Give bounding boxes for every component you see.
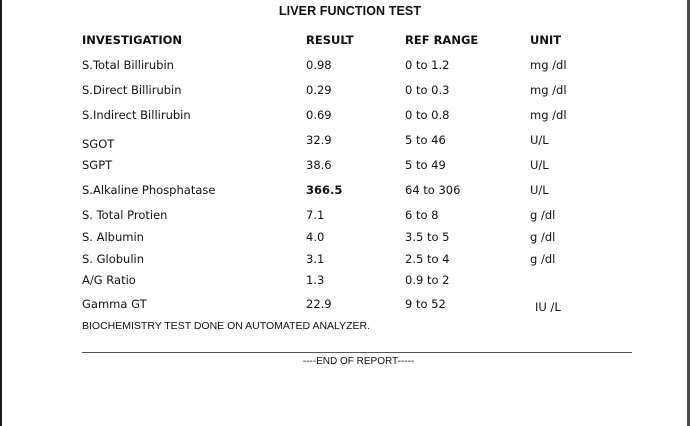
row-investigation: S. Total Protien bbox=[82, 208, 168, 222]
row-ref-range: 5 to 49 bbox=[405, 158, 446, 172]
row-investigation: S.Indirect Billirubin bbox=[82, 108, 191, 122]
row-unit: IU /L bbox=[535, 300, 561, 314]
row-result: 0.29 bbox=[306, 83, 332, 97]
row-ref-range: 2.5 to 4 bbox=[405, 252, 450, 266]
row-result-flagged: 366.5 bbox=[306, 183, 343, 197]
divider-rule bbox=[82, 352, 632, 353]
row-ref-range: 6 to 8 bbox=[405, 208, 439, 222]
row-unit: mg /dl bbox=[530, 58, 567, 72]
report-title: LIVER FUNCTION TEST bbox=[278, 4, 422, 18]
row-ref-range: 0 to 1.2 bbox=[405, 58, 450, 72]
row-investigation: S.Total Billirubin bbox=[82, 58, 174, 72]
row-unit: mg /dl bbox=[530, 108, 567, 122]
row-ref-range: 64 to 306 bbox=[405, 183, 461, 197]
row-result: 0.98 bbox=[306, 58, 332, 72]
row-result: 0.69 bbox=[306, 108, 332, 122]
row-unit: g /dl bbox=[530, 208, 556, 222]
row-result: 3.1 bbox=[306, 252, 325, 266]
row-result: 22.9 bbox=[306, 297, 332, 311]
report-footnote: BIOCHEMISTRY TEST DONE ON AUTOMATED ANALYZER. bbox=[82, 320, 371, 332]
row-investigation: SGOT bbox=[82, 137, 115, 151]
row-ref-range: 0 to 0.8 bbox=[405, 108, 450, 122]
row-ref-range: 0.9 to 2 bbox=[405, 273, 450, 287]
row-investigation: SGPT bbox=[82, 158, 113, 172]
row-unit: mg /dl bbox=[530, 83, 567, 97]
end-of-report: ----END OF REPORT----- bbox=[302, 356, 415, 367]
row-ref-range: 5 to 46 bbox=[405, 133, 446, 147]
row-result: 38.6 bbox=[306, 158, 332, 172]
row-ref-range: 9 to 52 bbox=[405, 297, 446, 311]
row-investigation: S. Albumin bbox=[82, 230, 144, 244]
header-ref-range: REF RANGE bbox=[405, 33, 479, 47]
row-investigation: S. Globulin bbox=[82, 252, 145, 266]
header-result: RESULT bbox=[306, 33, 354, 47]
header-unit: UNIT bbox=[530, 33, 562, 47]
row-investigation: S.Direct Billirubin bbox=[82, 83, 182, 97]
row-investigation: S.Alkaline Phosphatase bbox=[82, 183, 216, 197]
row-unit: g /dl bbox=[530, 230, 556, 244]
row-unit: U/L bbox=[530, 158, 549, 172]
row-ref-range: 3.5 to 5 bbox=[405, 230, 450, 244]
row-result: 4.0 bbox=[306, 230, 325, 244]
header-investigation: INVESTIGATION bbox=[82, 33, 183, 47]
row-investigation: Gamma GT bbox=[82, 297, 147, 311]
row-unit: g /dl bbox=[530, 252, 556, 266]
row-investigation: A/G Ratio bbox=[82, 273, 136, 287]
row-result: 1.3 bbox=[306, 273, 325, 287]
row-result: 7.1 bbox=[306, 208, 325, 222]
row-unit: U/L bbox=[530, 183, 549, 197]
row-ref-range: 0 to 0.3 bbox=[405, 83, 450, 97]
row-result: 32.9 bbox=[306, 133, 332, 147]
row-unit: U/L bbox=[530, 133, 549, 147]
